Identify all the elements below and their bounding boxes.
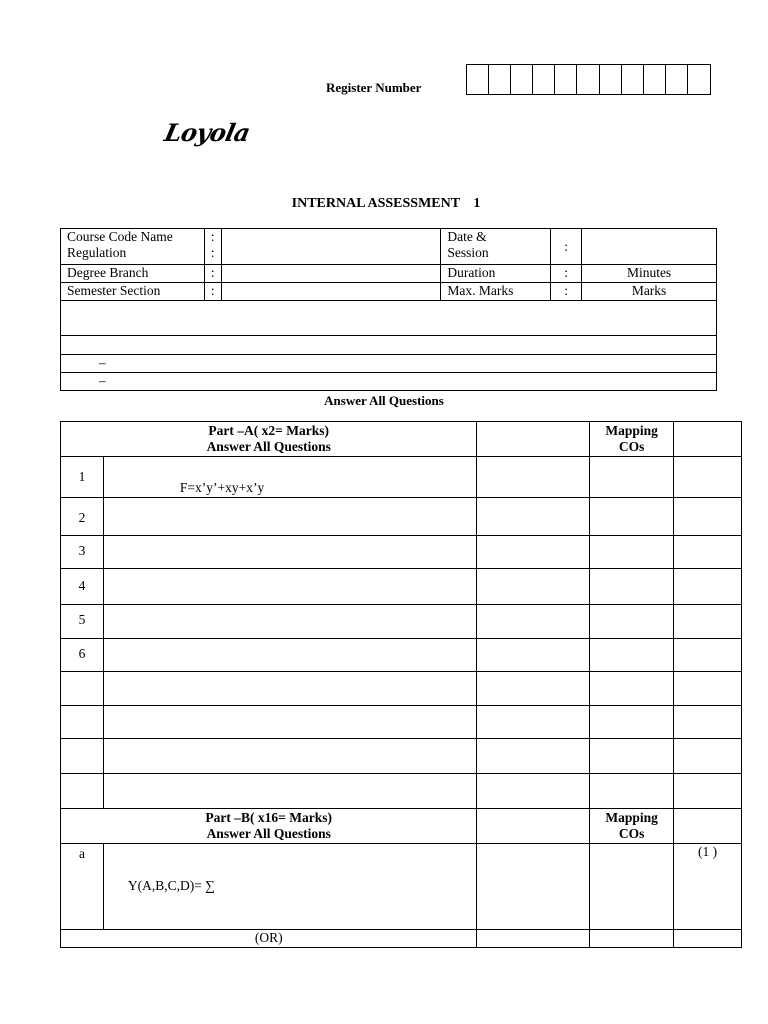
extra-cell (674, 774, 742, 809)
question-text[interactable] (103, 498, 476, 536)
part-b-formula: Y(A,B,C,D)= ∑ (127, 878, 215, 893)
register-digit-box[interactable] (511, 65, 533, 94)
blank-cell (61, 774, 104, 809)
question-text[interactable] (103, 672, 476, 706)
course-code-name-text: Course Code Name (67, 229, 173, 244)
question-number: 6 (61, 639, 104, 672)
co-mark-note-text: (1 ) (697, 844, 718, 859)
question-text[interactable] (103, 639, 476, 672)
extra-cell (674, 672, 742, 706)
question-text[interactable] (103, 739, 476, 774)
title-number: 1 (473, 196, 481, 211)
regulation-text: Regulation (67, 245, 127, 260)
extra-cell (674, 639, 742, 672)
marks-column (477, 422, 590, 457)
info-dash-row (61, 373, 717, 391)
marks-cell (477, 569, 590, 605)
co-cell (590, 457, 674, 498)
max-marks-label: Max. Marks (441, 283, 551, 301)
question-text[interactable] (103, 457, 476, 498)
marks-cell (477, 639, 590, 672)
extra-cell (674, 457, 742, 498)
session-text: Session (447, 245, 489, 260)
mapping-cos-header (590, 809, 674, 844)
page-title (0, 196, 768, 212)
marks-cell (477, 605, 590, 639)
extra-column (674, 422, 742, 457)
colon-cell: : (204, 283, 221, 301)
co-cell (590, 739, 674, 774)
co-cell (590, 844, 674, 930)
co-cell (590, 672, 674, 706)
co-cell (590, 706, 674, 739)
colon-cell (551, 229, 582, 265)
colon: : (564, 238, 569, 254)
part-b-header (61, 809, 477, 844)
co-cell (590, 498, 674, 536)
colon: : (210, 245, 215, 260)
date-session-label (441, 229, 551, 265)
blank-cell (61, 672, 104, 706)
register-digit-box[interactable] (533, 65, 555, 94)
register-digit-box[interactable] (644, 65, 666, 94)
question-number: 1 (61, 457, 104, 498)
co-cell (590, 536, 674, 569)
semester-section-value[interactable] (221, 283, 441, 301)
extra-cell (674, 605, 742, 639)
question-text[interactable] (103, 844, 476, 930)
extra-cell (674, 706, 742, 739)
date-session-value[interactable] (582, 229, 717, 265)
course-info-table (60, 228, 717, 391)
info-blank-row (61, 301, 717, 336)
part-a-subheading: Answer All Questions (206, 439, 331, 454)
degree-branch-label: Degree Branch (61, 265, 205, 283)
question-text[interactable] (103, 569, 476, 605)
marks-cell (477, 457, 590, 498)
mapping-label: Mapping (605, 810, 658, 825)
register-digit-box[interactable] (600, 65, 622, 94)
question-text[interactable] (103, 536, 476, 569)
co-cell (590, 774, 674, 809)
register-digit-box[interactable] (467, 65, 489, 94)
course-code-value[interactable] (221, 229, 441, 265)
part-b-subheading: Answer All Questions (206, 826, 331, 841)
register-digit-box[interactable] (622, 65, 644, 94)
co-cell (590, 569, 674, 605)
register-digit-box[interactable] (489, 65, 511, 94)
dash: – (99, 355, 106, 370)
question-number: 5 (61, 605, 104, 639)
marks-cell (477, 498, 590, 536)
semester-section-label: Semester Section (61, 283, 205, 301)
marks-cell (477, 706, 590, 739)
marks-cell (477, 536, 590, 569)
colon-cell (204, 229, 221, 265)
mapping-label: Mapping (605, 423, 658, 438)
extra-cell (674, 569, 742, 605)
marks-cell (477, 739, 590, 774)
register-digit-box[interactable] (688, 65, 710, 94)
info-blank-row (61, 336, 717, 355)
date-text: Date & (447, 229, 487, 244)
part-a-header (61, 422, 477, 457)
question-number: 2 (61, 498, 104, 536)
marks-cell (477, 930, 590, 948)
co-cell (590, 605, 674, 639)
cos-label: COs (618, 439, 645, 454)
part-a-heading: Part –A( x2= Marks) (208, 423, 329, 438)
co-cell (590, 930, 674, 948)
duration-label: Duration (441, 265, 551, 283)
question-text[interactable] (103, 774, 476, 809)
blank-cell (61, 739, 104, 774)
extra-cell (674, 536, 742, 569)
extra-cell (674, 498, 742, 536)
course-code-label (61, 229, 205, 265)
info-dash-row (61, 355, 717, 373)
marks-cell (477, 844, 590, 930)
extra-cell (674, 739, 742, 774)
colon-cell: : (204, 265, 221, 283)
colon-cell: : (551, 283, 582, 301)
co-cell (590, 639, 674, 672)
colon: : (210, 229, 215, 244)
title-text: INTERNAL ASSESSMENT (291, 196, 460, 211)
cos-label: COs (618, 826, 645, 841)
extra-cell (674, 930, 742, 948)
register-digit-box[interactable] (666, 65, 688, 94)
extra-column (674, 809, 742, 844)
or-separator: (OR) (61, 930, 477, 948)
register-number-label: Register Number (326, 80, 422, 95)
co-mark-note (674, 844, 742, 930)
part-b-heading: Part –B( x16= Marks) (205, 810, 332, 825)
mapping-cos-header (590, 422, 674, 457)
register-digit-box[interactable] (577, 65, 599, 94)
questions-table (60, 421, 742, 948)
question-text[interactable] (103, 706, 476, 739)
answer-all-questions-heading: Answer All Questions (324, 393, 444, 408)
question-number: 3 (61, 536, 104, 569)
colon-cell: : (551, 265, 582, 283)
marks-column (477, 809, 590, 844)
marks-cell (477, 672, 590, 706)
marks-cell (477, 774, 590, 809)
question-number: 4 (61, 569, 104, 605)
register-digit-box[interactable] (555, 65, 577, 94)
max-marks-value: Marks (582, 283, 717, 301)
blank-cell (61, 706, 104, 739)
question-text[interactable] (103, 605, 476, 639)
dash: – (99, 373, 106, 388)
question-label: a (61, 844, 104, 930)
duration-value: Minutes (582, 265, 717, 283)
institution-logo: Loyola (161, 118, 253, 147)
degree-branch-value[interactable] (221, 265, 441, 283)
question-1-formula: F=x’y’+xy+x’y (179, 480, 265, 495)
register-number-boxes[interactable] (466, 64, 711, 95)
